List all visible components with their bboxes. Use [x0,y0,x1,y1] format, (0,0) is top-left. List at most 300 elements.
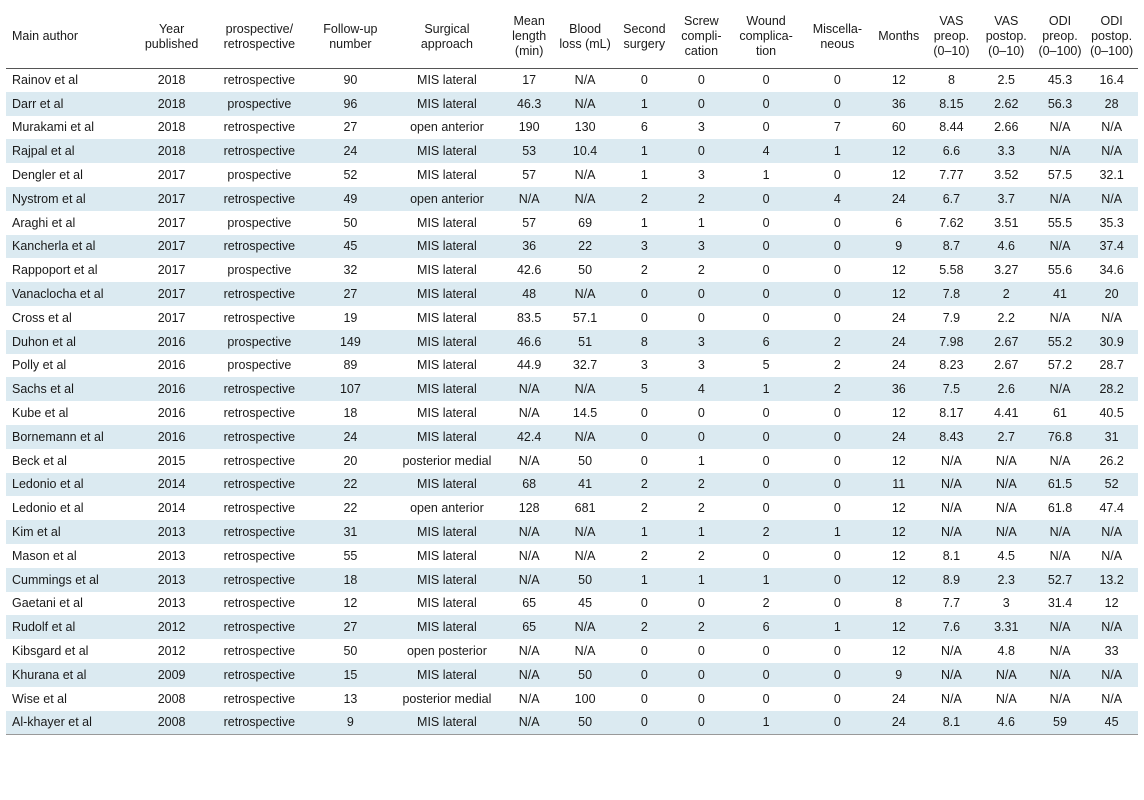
cell-odi-postop: 35.3 [1099,215,1124,230]
cell-vas-postop: 4.8 [997,644,1015,659]
cell-vas-postop: N/A [995,525,1017,540]
cell-main-author: Duhon et al [12,334,76,349]
header-year-published: Year published [135,6,207,68]
cell-odi-preop: 31.4 [1047,596,1073,611]
cell-mean-length: 42.4 [516,429,542,444]
cell-vas-preop: 7.77 [939,168,964,183]
cell-screw-complication: 1 [697,453,705,468]
cell-main-author: Vanaclocha et al [12,287,104,302]
cell-wound-complication: 1 [762,572,770,587]
cell-surgical-approach: posterior medial [402,453,492,468]
cell-main-author: Kancherla et al [12,239,96,254]
cell-odi-preop: 76.8 [1047,429,1073,444]
cell-vas-postop: N/A [995,501,1017,516]
cell-blood-loss: 50 [578,453,593,468]
cell-wound-complication: 0 [762,239,770,254]
cell-year-published: 2018 [157,120,186,135]
cell-surgical-approach: MIS lateral [417,596,477,611]
cell-months: 12 [891,168,906,183]
cell-second-surgery: 6 [640,120,648,135]
cell-miscellaneous: 0 [833,596,841,611]
cell-months: 8 [895,596,903,611]
cell-mean-length: N/A [518,548,540,563]
cell-study-type: prospective [227,358,292,373]
cell-second-surgery: 0 [640,667,648,682]
cell-odi-postop: 28.7 [1099,358,1124,373]
cell-mean-length: 46.3 [516,96,542,111]
cell-months: 9 [895,239,903,254]
table-row [6,187,1138,211]
cell-year-published: 2012 [157,644,186,659]
cell-vas-postop: 2.7 [997,429,1015,444]
cell-second-surgery: 0 [640,691,648,706]
cell-vas-postop: 2.6 [997,382,1015,397]
cell-screw-complication: 0 [697,310,705,325]
cell-surgical-approach: MIS lateral [417,667,477,682]
cell-odi-postop: 52 [1104,477,1119,492]
cell-vas-postop: N/A [995,477,1017,492]
cell-surgical-approach: open anterior [410,191,484,206]
cell-follow-up-number: 12 [343,596,358,611]
cell-blood-loss: N/A [574,429,596,444]
cell-second-surgery: 0 [640,596,648,611]
cell-main-author: Bornemann et al [12,429,104,444]
cell-wound-complication: 0 [762,120,770,135]
cell-screw-complication: 2 [697,191,705,206]
cell-screw-complication: 0 [697,596,705,611]
cell-study-type: retrospective [223,406,296,421]
cell-screw-complication: 0 [697,73,705,88]
cell-odi-preop: 41 [1053,287,1067,302]
cell-mean-length: N/A [518,191,540,206]
cell-vas-postop: N/A [995,667,1017,682]
cell-odi-preop: 55.5 [1047,215,1073,230]
cell-vas-postop: 3.27 [994,263,1019,278]
cell-odi-postop: 26.2 [1099,453,1124,468]
table-row [6,687,1138,711]
cell-vas-preop: 6.6 [942,144,961,159]
cell-second-surgery: 2 [640,477,648,492]
table-row [6,496,1138,520]
cell-second-surgery: 1 [640,572,648,587]
cell-year-published: 2008 [157,691,186,706]
cell-wound-complication: 0 [762,691,770,706]
cell-surgical-approach: MIS lateral [417,215,477,230]
cell-odi-preop: N/A [1049,310,1071,325]
cell-year-published: 2018 [157,144,186,159]
cell-mean-length: 65 [522,596,537,611]
cell-study-type: retrospective [223,73,296,88]
cell-second-surgery: 5 [640,382,648,397]
header-second-surgery: Second surgery [616,6,673,68]
cell-year-published: 2017 [157,168,186,183]
cell-main-author: Rappoport et al [12,263,98,278]
cell-second-surgery: 3 [640,239,648,254]
cell-year-published: 2013 [157,596,186,611]
cell-year-published: 2018 [157,96,186,111]
cell-vas-preop: 8.7 [942,239,961,254]
cell-surgical-approach: MIS lateral [417,96,477,111]
table-row [6,711,1138,735]
cell-surgical-approach: MIS lateral [417,334,477,349]
cell-vas-preop: 8.1 [942,548,961,563]
cell-follow-up-number: 50 [343,215,358,230]
cell-miscellaneous: 2 [833,358,841,373]
cell-screw-complication: 1 [697,525,705,540]
cell-screw-complication: 3 [697,120,705,135]
cell-study-type: retrospective [223,429,296,444]
cell-screw-complication: 2 [697,263,705,278]
cell-months: 12 [891,620,906,635]
cell-blood-loss: N/A [574,73,596,88]
cell-odi-preop: N/A [1049,191,1071,206]
cell-follow-up-number: 32 [343,263,358,278]
cell-blood-loss: 50 [578,572,593,587]
cell-miscellaneous: 0 [833,477,841,492]
cell-vas-postop: 2.67 [994,334,1019,349]
cell-wound-complication: 0 [762,644,770,659]
cell-surgical-approach: MIS lateral [417,310,477,325]
cell-vas-preop: N/A [940,501,962,516]
cell-mean-length: 68 [522,477,537,492]
cell-follow-up-number: 24 [343,429,358,444]
table-row [6,258,1138,282]
cell-blood-loss: N/A [574,382,596,397]
cell-odi-preop: N/A [1049,239,1071,254]
cell-main-author: Dengler et al [12,168,83,183]
cell-main-author: Mason et al [12,548,77,563]
cell-months: 11 [892,477,906,492]
cell-miscellaneous: 2 [833,382,841,397]
cell-mean-length: N/A [518,382,540,397]
cell-second-surgery: 2 [640,191,648,206]
cell-main-author: Polly et al [12,358,67,373]
cell-wound-complication: 0 [762,429,770,444]
cell-follow-up-number: 55 [343,548,358,563]
cell-study-type: prospective [227,263,292,278]
table-row [6,449,1138,473]
cell-vas-preop: 7.8 [942,287,961,302]
cell-surgical-approach: MIS lateral [417,406,477,421]
cell-screw-complication: 3 [697,358,705,373]
header-miscellaneous: Miscella- neous [802,6,872,68]
table-row [6,544,1138,568]
cell-blood-loss: 50 [554,711,615,735]
cell-months: 60 [891,120,906,135]
cell-follow-up-number: 22 [343,477,358,492]
cell-wound-complication: 6 [762,620,770,635]
table-row [6,116,1138,140]
cell-odi-preop: N/A [1049,382,1071,397]
cell-odi-preop: N/A [1049,691,1071,706]
cell-second-surgery: 0 [616,711,673,735]
cell-months: 12 [891,525,906,540]
cell-odi-preop: 52.7 [1047,572,1073,587]
cell-vas-postop: 2.62 [994,96,1019,111]
cell-year-published: 2014 [157,501,186,516]
cell-main-author: Murakami et al [12,120,94,135]
cell-main-author: Wise et al [12,691,67,706]
table-row [6,377,1138,401]
cell-wound-complication: 0 [762,310,770,325]
cell-wound-complication: 0 [762,263,770,278]
cell-vas-postop: 2.66 [994,120,1019,135]
cell-months: 12 [891,263,906,278]
cell-odi-preop: 59 [1035,711,1085,735]
cell-vas-preop: 8.43 [939,429,964,444]
cell-miscellaneous: 0 [833,501,841,516]
cell-year-published: 2016 [157,334,186,349]
cell-miscellaneous: 4 [833,191,841,206]
cell-mean-length: N/A [518,525,540,540]
cell-follow-up-number: 13 [343,691,358,706]
cell-odi-preop: N/A [1049,644,1071,659]
table-row [6,211,1138,235]
cell-mean-length: 44.9 [516,358,542,373]
cell-second-surgery: 2 [640,263,648,278]
cell-odi-preop: 61.8 [1047,501,1073,516]
cell-follow-up-number: 15 [343,667,358,682]
cell-odi-postop: 40.5 [1099,406,1124,421]
cell-miscellaneous: 0 [833,239,841,254]
cell-months: 12 [891,644,906,659]
cell-odi-postop: N/A [1101,144,1123,159]
cell-second-surgery: 2 [640,548,648,563]
cell-blood-loss: N/A [574,644,596,659]
cell-mean-length: 83.5 [516,310,542,325]
cell-year-published: 2016 [157,429,186,444]
cell-follow-up-number: 149 [339,334,361,349]
cell-year-published: 2017 [157,191,186,206]
cell-wound-complication: 0 [762,548,770,563]
cell-year-published: 2012 [157,620,186,635]
study-table [6,6,1138,735]
cell-miscellaneous: 0 [833,644,841,659]
cell-blood-loss: N/A [574,168,596,183]
cell-wound-complication: 2 [762,525,770,540]
cell-follow-up-number: 27 [343,120,358,135]
cell-miscellaneous: 0 [833,310,841,325]
cell-vas-preop: 7.5 [942,382,961,397]
cell-second-surgery: 1 [640,96,648,111]
cell-surgical-approach: MIS lateral [417,477,477,492]
cell-vas-preop: 8 [947,73,955,88]
cell-vas-preop: 7.7 [942,596,961,611]
header-odi-preop: ODI preop. (0–100) [1035,6,1085,68]
cell-odi-preop: N/A [1049,620,1071,635]
table-row [6,282,1138,306]
cell-miscellaneous: 0 [833,691,841,706]
cell-blood-loss: 22 [578,239,593,254]
cell-second-surgery: 0 [640,406,648,421]
cell-odi-postop: N/A [1101,310,1123,325]
cell-main-author: Cummings et al [12,572,99,587]
cell-follow-up-number: 9 [311,711,390,735]
cell-mean-length: 46.6 [516,334,542,349]
table-row [6,663,1138,687]
cell-miscellaneous: 0 [833,429,841,444]
cell-screw-complication: 3 [697,168,705,183]
header-months: Months [872,6,925,68]
cell-study-type: retrospective [223,453,296,468]
cell-blood-loss: N/A [574,525,596,540]
cell-wound-complication: 0 [762,287,770,302]
table-row [6,139,1138,163]
table-row [6,520,1138,544]
cell-blood-loss: N/A [574,191,596,206]
cell-vas-preop: N/A [940,691,962,706]
cell-mean-length: N/A [518,644,540,659]
cell-second-surgery: 1 [640,215,648,230]
cell-miscellaneous: 7 [833,120,841,135]
cell-screw-complication: 2 [697,620,705,635]
cell-blood-loss: N/A [574,620,596,635]
cell-blood-loss: 681 [574,501,596,516]
cell-blood-loss: 10.4 [572,144,598,159]
cell-wound-complication: 1 [762,382,770,397]
cell-second-surgery: 1 [640,144,648,159]
cell-second-surgery: 2 [640,501,648,516]
cell-wound-complication: 0 [762,477,770,492]
cell-miscellaneous: 1 [833,525,841,540]
cell-study-type: retrospective [223,501,296,516]
cell-study-type: retrospective [223,667,296,682]
cell-odi-preop: 56.3 [1047,96,1073,111]
cell-year-published: 2008 [135,711,207,735]
cell-mean-length: N/A [518,667,540,682]
cell-mean-length: N/A [518,453,540,468]
table-row [6,592,1138,616]
cell-wound-complication: 5 [762,358,770,373]
cell-vas-preop: N/A [940,477,962,492]
cell-second-surgery: 1 [640,525,648,540]
cell-study-type: prospective [227,96,292,111]
cell-miscellaneous: 0 [833,572,841,587]
cell-vas-preop: 8.23 [939,358,964,373]
table-row [6,330,1138,354]
cell-mean-length: 128 [518,501,540,516]
cell-odi-preop: N/A [1049,548,1071,563]
cell-year-published: 2017 [157,263,186,278]
cell-surgical-approach: open anterior [410,501,484,516]
cell-vas-postop: 2.67 [994,358,1019,373]
cell-odi-preop: N/A [1049,525,1071,540]
cell-vas-preop: N/A [940,644,962,659]
cell-vas-preop: N/A [940,525,962,540]
header-blood-loss: Blood loss (mL) [554,6,615,68]
cell-odi-postop: 34.6 [1099,263,1124,278]
cell-vas-preop: N/A [940,453,962,468]
cell-second-surgery: 0 [640,644,648,659]
cell-follow-up-number: 24 [343,144,358,159]
cell-second-surgery: 8 [640,334,648,349]
cell-odi-preop: N/A [1049,667,1071,682]
cell-blood-loss: N/A [574,287,596,302]
cell-months: 12 [891,572,906,587]
cell-vas-postop: 3.51 [994,215,1019,230]
cell-screw-complication: 3 [697,239,705,254]
cell-year-published: 2017 [157,239,186,254]
header-surgical-approach: Surgical approach [390,6,504,68]
cell-study-type: retrospective [223,525,296,540]
cell-surgical-approach: MIS lateral [417,144,477,159]
cell-study-type: retrospective [208,711,311,735]
cell-odi-preop: N/A [1049,144,1071,159]
cell-screw-complication: 2 [697,501,705,516]
cell-mean-length: 36 [522,239,537,254]
cell-wound-complication: 0 [762,215,770,230]
cell-miscellaneous: 1 [833,620,841,635]
cell-odi-preop: N/A [1049,453,1071,468]
cell-odi-postop: N/A [1101,191,1123,206]
cell-surgical-approach: MIS lateral [417,73,477,88]
cell-main-author: Rudolf et al [12,620,76,635]
cell-main-author: Nystrom et al [12,191,86,206]
cell-year-published: 2013 [157,525,186,540]
cell-main-author: Al-khayer et al [6,711,135,735]
table-row [6,473,1138,497]
cell-main-author: Araghi et al [12,215,76,230]
cell-screw-complication: 0 [697,691,705,706]
cell-mean-length: 42.6 [516,263,542,278]
cell-odi-postop: 20 [1104,287,1119,302]
cell-vas-preop: 7.98 [939,334,964,349]
cell-months: 24 [891,358,906,373]
cell-months: 24 [891,191,906,206]
table-row [6,163,1138,187]
cell-wound-complication: 0 [762,406,770,421]
cell-months: 6 [895,215,903,230]
header-mean-length: Mean length (min) [504,6,554,68]
cell-surgical-approach: MIS lateral [417,239,477,254]
cell-odi-preop: 57.5 [1047,168,1073,183]
cell-year-published: 2017 [157,215,186,230]
cell-blood-loss: 41 [578,477,593,492]
header-row [6,6,1138,68]
table-row [6,92,1138,116]
table-row [6,68,1138,92]
cell-follow-up-number: 107 [339,382,361,397]
cell-odi-postop: 13.2 [1099,572,1124,587]
cell-main-author: Ledonio et al [12,501,84,516]
cell-odi-preop: 57.2 [1047,358,1073,373]
cell-vas-preop: 8.15 [939,96,964,111]
cell-vas-postop: N/A [995,691,1017,706]
cell-vas-postop: 3.3 [997,144,1015,159]
cell-second-surgery: 0 [640,73,648,88]
cell-odi-postop: 16.4 [1099,73,1124,88]
cell-surgical-approach: MIS lateral [417,572,477,587]
cell-year-published: 2018 [157,73,186,88]
cell-study-type: retrospective [223,644,296,659]
cell-follow-up-number: 96 [343,96,358,111]
cell-blood-loss: 14.5 [572,406,598,421]
cell-main-author: Cross et al [12,310,72,325]
cell-odi-postop: N/A [1101,525,1123,540]
cell-study-type: retrospective [223,572,296,587]
cell-vas-preop: 7.62 [939,215,964,230]
cell-main-author: Kim et al [12,525,61,540]
cell-surgical-approach: MIS lateral [417,620,477,635]
cell-year-published: 2015 [157,453,186,468]
header-follow-up-number: Follow-up number [311,6,390,68]
cell-odi-postop: 12 [1104,596,1119,611]
cell-months: 12 [891,287,906,302]
cell-vas-preop: 8.9 [942,572,961,587]
cell-vas-postop: 3 [1002,596,1010,611]
cell-vas-postop: 2.5 [997,73,1015,88]
cell-wound-complication: 6 [762,334,770,349]
